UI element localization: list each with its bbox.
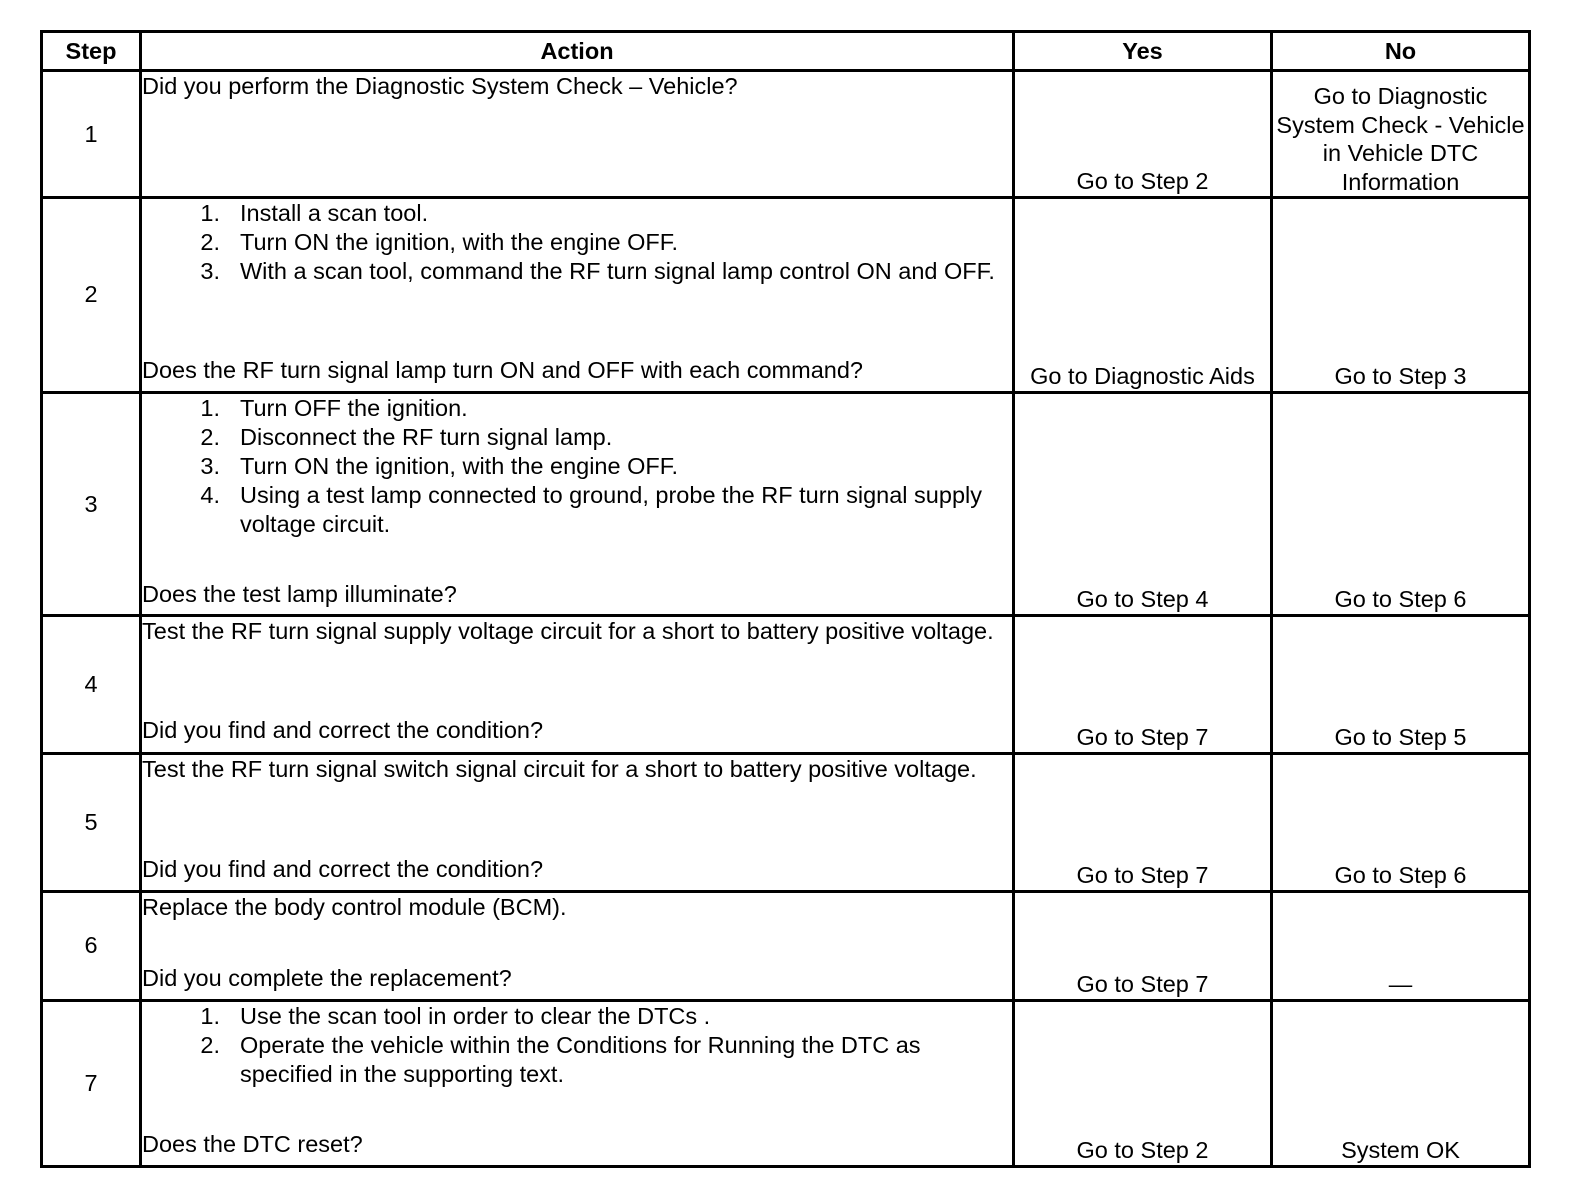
yes-cell: Go to Step 4: [1014, 392, 1272, 616]
no-cell: System OK: [1272, 1000, 1530, 1166]
no-cell: Go to Step 6: [1272, 392, 1530, 616]
table-row: [42, 71, 1530, 198]
header-no: No: [1272, 32, 1530, 71]
table-row: [42, 198, 1530, 393]
header-step: Step: [42, 32, 141, 71]
list-item: 1. Use the scan tool in order to clear the DTCs .: [200, 1002, 711, 1029]
no-cell: Go to Step 3: [1272, 198, 1530, 393]
no-cell: —: [1272, 891, 1530, 1000]
list-item: 2. Disconnect the RF turn signal lamp.: [200, 423, 613, 450]
action-cell: [141, 392, 1014, 616]
step-number: 2: [42, 198, 141, 393]
action-step-list: [142, 1002, 1012, 1089]
step-number: 4: [42, 616, 141, 753]
action-step-list: [142, 199, 1012, 286]
action-text: Did you perform the Diagnostic System Check – Vehicle?: [142, 73, 738, 99]
action-cell: [141, 891, 1014, 1000]
step-number: 1: [42, 71, 141, 198]
action-text: Replace the body control module (BCM).: [142, 893, 567, 920]
action-cell: [141, 753, 1014, 891]
diagnostic-table: [40, 30, 1531, 1168]
no-cell: Go to Step 6: [1272, 753, 1530, 891]
no-cell: Go to Diagnostic System Check - Vehicle in Vehicle DTC Information: [1272, 71, 1530, 198]
action-question: Does the DTC reset?: [142, 1130, 363, 1157]
table-row: [42, 753, 1530, 891]
header-action: Action: [141, 32, 1014, 71]
step-number: 7: [42, 1000, 141, 1166]
yes-cell: Go to Diagnostic Aids: [1014, 198, 1272, 393]
no-cell: Go to Step 5: [1272, 616, 1530, 753]
list-item: 3. Turn ON the ignition, with the engine OFF.: [200, 452, 679, 479]
yes-cell: Go to Step 2: [1014, 71, 1272, 198]
list-item: 2. Turn ON the ignition, with the engine OFF.: [200, 229, 679, 256]
list-item: 1. Turn OFF the ignition.: [200, 394, 468, 421]
header-row: [42, 32, 1530, 71]
action-question: Did you complete the replacement?: [142, 964, 512, 991]
list-item: 1. Install a scan tool.: [200, 200, 429, 227]
action-cell: [141, 1000, 1014, 1166]
list-item: 3. With a scan tool, command the RF turn signal lamp control ON and OFF.: [200, 258, 995, 285]
step-number: 6: [42, 891, 141, 1000]
action-question: Does the RF turn signal lamp turn ON and OFF with each command?: [142, 357, 863, 384]
action-cell: [141, 616, 1014, 753]
step-number: 5: [42, 753, 141, 891]
table-row: [42, 1000, 1530, 1166]
action-question: Did you find and correct the condition?: [142, 855, 544, 882]
list-item: 2. Operate the vehicle within the Conditions for Running the DTC as specified in the supporting text.: [200, 1031, 921, 1087]
action-step-list: [142, 394, 1012, 539]
table-row: [42, 392, 1530, 616]
action-text: Test the RF turn signal switch signal circuit for a short to battery positive voltage.: [142, 755, 977, 782]
step-number: 3: [42, 392, 141, 616]
action-question: Did you find and correct the condition?: [142, 717, 544, 744]
yes-cell: Go to Step 7: [1014, 753, 1272, 891]
list-item: 4. Using a test lamp connected to ground, probe the RF turn signal supply voltage circuit.: [200, 481, 982, 537]
table-row: [42, 891, 1530, 1000]
table-row: [42, 616, 1530, 753]
yes-cell: Go to Step 7: [1014, 891, 1272, 1000]
action-text: Test the RF turn signal supply voltage circuit for a short to battery positive voltage.: [142, 618, 994, 645]
action-question: Does the test lamp illuminate?: [142, 580, 457, 607]
yes-cell: Go to Step 7: [1014, 616, 1272, 753]
header-yes: Yes: [1014, 32, 1272, 71]
action-cell: [141, 71, 1014, 198]
yes-cell: Go to Step 2: [1014, 1000, 1272, 1166]
action-cell: [141, 198, 1014, 393]
